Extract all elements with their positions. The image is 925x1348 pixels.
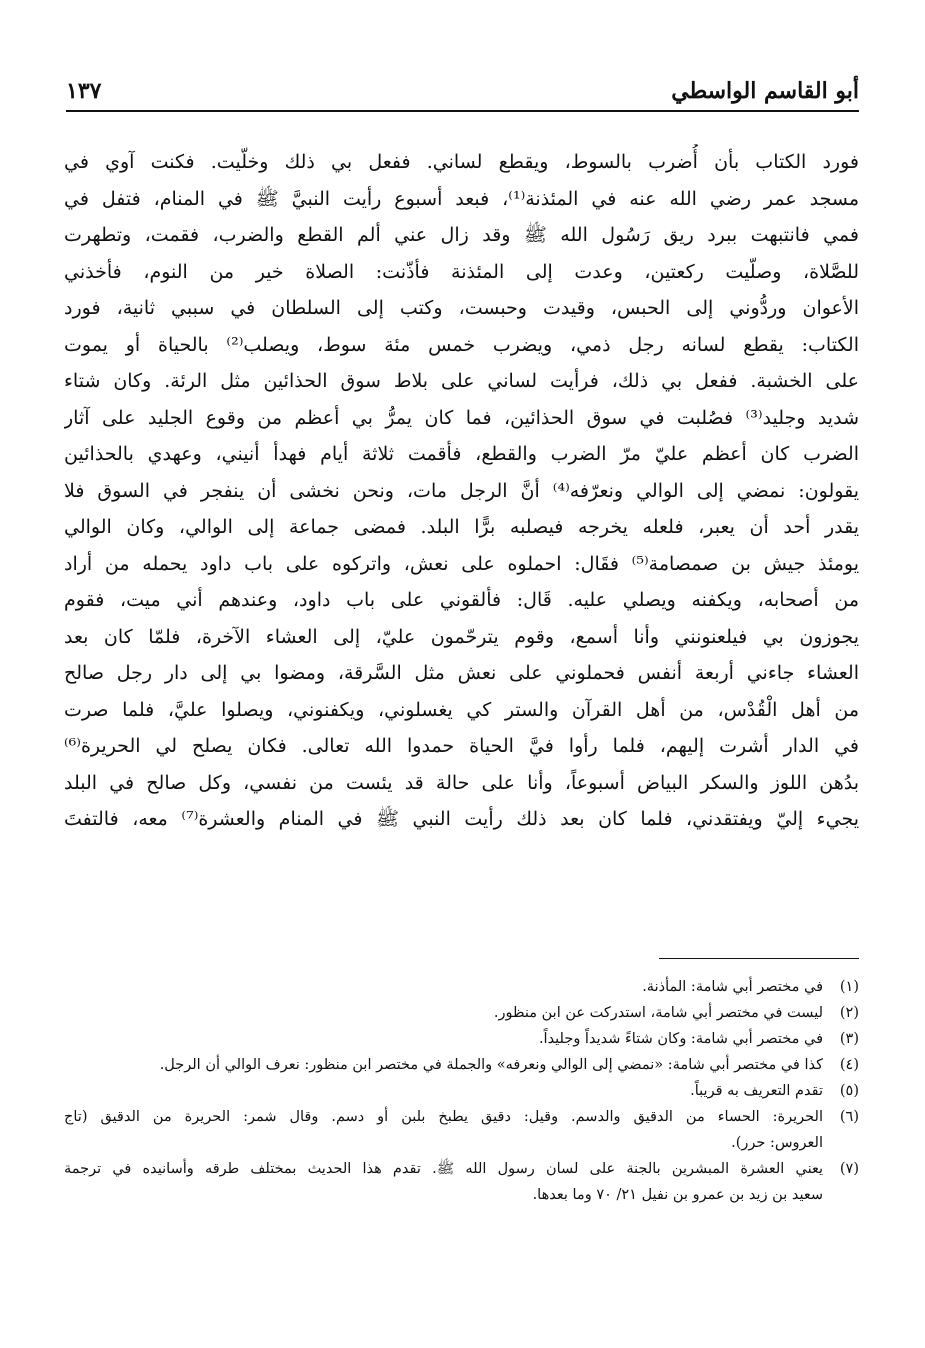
text-line: مسجد عمر رضي الله عنه في المئذنة⁽¹⁾، فبعد أسبوع رأيت النبيَّ ﷺ في المنام، فتفل في xyxy=(64,187,859,210)
text-line: يقولون: نمضي إلى الوالي ونعرّفه⁽⁴⁾ أنَّ الرجل مات، ونحن نخشى أن ينفجر في السوق فلا xyxy=(64,479,859,502)
text-line: من أهل الْقُدْس، من أهل القرآن والستر كي يغسلوني، ويكفنوني، ويصلوا عليَّ، فلما صرت xyxy=(64,698,859,721)
header-rule xyxy=(66,110,859,112)
footnote-text: كذا في مختصر أبي شامة: «نمضي إلى الوالي ونعرفه» والجملة في مختصر ابن منظور: نعرف الوالي أن الرجل. xyxy=(159,1057,823,1073)
text-line: الكتاب: يقطع لسانه رجل ذمي، ويضرب خمس مئة سوط، ويصلب⁽²⁾ بالحياة أو يموت xyxy=(64,333,859,356)
main-text xyxy=(64,144,859,838)
text-line: فورد الكتاب بأن أُضرب بالسوط، ويقطع لساني. ففعل بي ذلك وخلّيت. فكنت آوي في xyxy=(64,151,859,173)
text-line: يومئذ جيش بن صمصامة⁽⁵⁾ فقَال: احملوه على نعش، واتركوه على باب داود يحمله من أراد xyxy=(64,552,859,575)
footnote-number: (١) xyxy=(839,979,859,995)
footnote xyxy=(64,1026,859,1052)
text-line: يقدر أحد أن يعبر، فلعله يخرجه فيصلبه برًّا البلد. فمضى جماعة إلى الوالي، وكان الوالي xyxy=(64,516,859,538)
text-line: فمي فانتبهت ببرد ريق رَسُول الله ﷺ وقد زال عني ألم القطع والضرب، فقمت، وتطهرت xyxy=(64,224,859,246)
text-line: في الدار أشرت إليهم، فلما رأوا فيَّ الحياة حمدوا الله تعالى. فكان يصلح لي الحريرة⁽⁶⁾ xyxy=(64,735,859,757)
text-line: بدُهن اللوز والسكر البياض أسبوعاً، وأنا على حالة قد يئست من نفسي، وكل صالح في البلد xyxy=(64,771,859,794)
footnote-text: ليست في مختصر أبي شامة، استدركت عن ابن منظور. xyxy=(493,1005,823,1021)
footnote xyxy=(64,1078,859,1104)
text-line: الضرب كان أعظم عليّ مرّ الضرب والقطع، فأقمت ثلاثة أيام فهدأ أنيني، وعهدي بالحذائين xyxy=(64,443,859,465)
footnote-text: في مختصر أبي شامة: المأذنة. xyxy=(642,979,823,995)
footnote-number: (٢) xyxy=(839,1005,859,1021)
running-title: أبو القاسم الواسطي xyxy=(671,78,859,104)
page-header xyxy=(66,64,859,104)
footnote-text: سعيد بن زيد بن عمرو بن نفيل ٢١/ ٧٠ وما بعدها. xyxy=(532,1187,823,1203)
text-line: على الخشبة. ففعل بي ذلك، فرأيت لساني على بلاط سوق الحذائين مثل الرئة. وكان شتاء xyxy=(64,370,859,392)
footnote-number: (٧) xyxy=(839,1161,859,1177)
footnote-number: (٤) xyxy=(839,1057,859,1073)
text-line: يجوزون بي فيلعنونني وأنا أسمع، وقوم يترحّمون عليّ، إلى العشاء الآخرة، فلمّا كان بعد xyxy=(64,625,859,648)
page-number: ١٣٧ xyxy=(66,78,102,104)
footnote-text: تقدم التعريف به قريباً. xyxy=(690,1083,823,1099)
footnote xyxy=(64,974,859,1000)
text-line: شديد وجليد⁽³⁾ فصُلبت في سوق الحذائين، فما كان يمرُّ بي أعظم من وقوع الجليد على آثار xyxy=(64,406,859,429)
footnote-number: (٣) xyxy=(839,1031,859,1047)
footnote xyxy=(64,1052,859,1078)
footnotes xyxy=(64,974,859,1208)
footnote-rule xyxy=(659,958,859,959)
text-line: العشاء جاءني أربعة أنفس فحملوني على نعش مثل السَّرقة، ومضوا بي إلى دار رجل صالح xyxy=(64,662,859,684)
footnote xyxy=(64,1104,859,1156)
footnote xyxy=(64,1156,859,1208)
footnote-number: (٦) xyxy=(839,1109,859,1125)
footnote-text: يعني العشرة المبشرين بالجنة على لسان رسول الله ﷺ. تقدم هذا الحديث بمختلف طرقه وأسانيده في ترجمة xyxy=(64,1161,823,1177)
footnote-text: العروس: حرر). xyxy=(731,1135,823,1151)
footnote-number: (٥) xyxy=(839,1083,859,1099)
footnote xyxy=(64,1000,859,1026)
footnote-text: الحريرة: الحساء من الدقيق والدسم. وقيل: دقيق يطبخ بلبن أو دسم. وقال شمر: الحريرة من الدقيق (تاج xyxy=(64,1109,823,1125)
text-line: الأعوان وردُّوني إلى الحبس، وقيدت وحبست، وكتب إلى السلطان في سببي ثانية، فورد xyxy=(64,297,859,319)
text-line: للصَّلاة، وصلّيت ركعتين، وعدت إلى المئذنة فأذّنت: الصلاة خير من النوم، فأخذني xyxy=(64,260,859,283)
text-line: من أصحابه، ويكفنه ويصلي عليه. قَال: فألقوني على باب داود، وعندهم أني ميت، فقوم xyxy=(64,589,859,611)
footnote-text: في مختصر أبي شامة: وكان شتاءً شديداً وجليداً. xyxy=(538,1031,823,1047)
text-line: يجيء إليّ ويفتقدني، فلما كان بعد ذلك رأيت النبي ﷺ في المنام والعشرة⁽⁷⁾ معه، فالتفتَ xyxy=(64,808,859,830)
